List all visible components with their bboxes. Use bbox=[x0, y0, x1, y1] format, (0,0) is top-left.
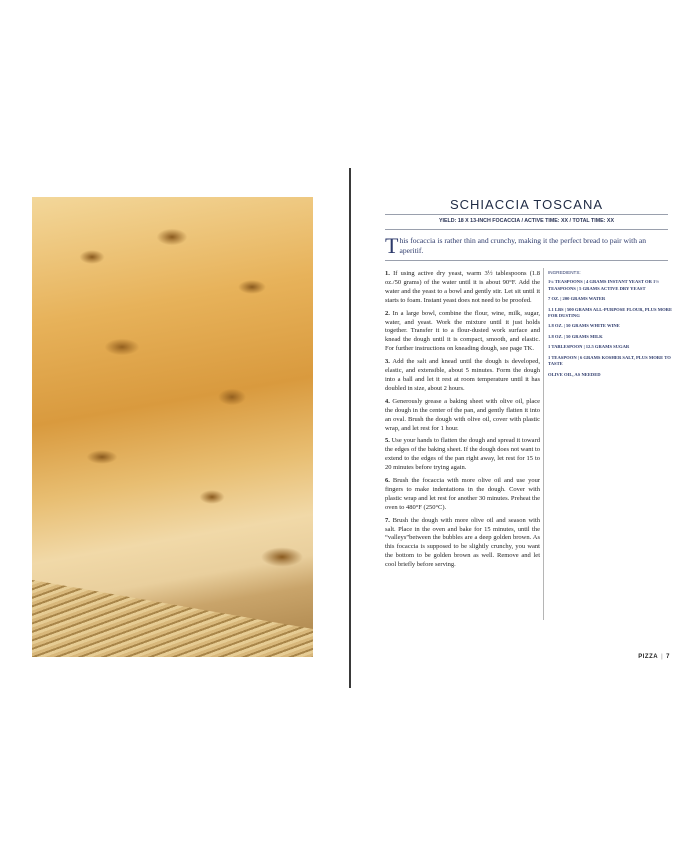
ingredient: 7 OZ. | 200 GRAMS WATER bbox=[548, 296, 606, 302]
section-name: PIZZA bbox=[638, 654, 659, 660]
step: 5. Use your hands to flatten the dough and spread it toward the edges of the baking sheet. If the dough does not want to extend to the edges of the pan right away, let rest for 15 to 20 minutes before trying again. bbox=[385, 437, 540, 472]
intro-text: his focaccia is rather thin and crunchy, making it the perfect bread to pair with an aperitif. bbox=[399, 236, 647, 255]
step: 1. If using active dry yeast, warm 3½ tablespoons (1.8 oz./50 grams) of the water until it is about 90°F. Add the water and the yeast to a bowl and gently stir. Let sit until it starts to foam. Instant yeast does not need to be proofed. bbox=[385, 270, 541, 304]
page-number: 7 bbox=[666, 654, 670, 660]
page-footer bbox=[505, 654, 670, 660]
divider bbox=[385, 260, 668, 261]
ingredient: 1 TEASPOON | 6 GRAMS KOSHER SALT, PLUS MORE TO TASTE bbox=[548, 354, 671, 367]
step: 2. In a large bowl, combine the flour, wine, milk, sugar, water, and yeast. Work the mixture until it just holds together. Transfer it to a flour-dusted work surface and knead the dough until it is compact, smooth, and elastic. For further instructions on kneading dough, see page TK. bbox=[385, 309, 541, 353]
divider bbox=[385, 214, 668, 215]
ingredients-list bbox=[548, 270, 673, 382]
straw-mat bbox=[32, 517, 313, 657]
yield-line: YIELD: 18 X 13-INCH FOCACCIA / ACTIVE TIME: XX / TOTAL TIME: XX bbox=[438, 218, 614, 224]
ingredient: 1¼ TEASPOONS | 4 GRAMS INSTANT YEAST OR 1½ TEASPOONS | 5 GRAMS ACTIVE DRY YEAST bbox=[548, 279, 659, 291]
footer-separator: | bbox=[661, 654, 664, 660]
step: 3. Add the salt and knead until the dough is developed, elastic, and extensible, about 5 minutes. Form the dough into a ball and let it rest at room temperature until it has doubled in size, about 2 hours. bbox=[385, 358, 540, 392]
drop-cap: T bbox=[385, 233, 399, 258]
ingredients-heading: INGREDIENTS: bbox=[548, 270, 581, 275]
recipe-intro bbox=[385, 233, 670, 258]
recipe-title: SCHIACCIA TOSCANA bbox=[449, 197, 604, 212]
ingredient: 1 TABLESPOON | 12.5 GRAMS SUGAR bbox=[548, 344, 630, 350]
step: 4. Generously grease a baking sheet with olive oil, place the dough in the center of the pan, and gently flatten it into an oval. Brush the dough with olive oil, cover with plastic wrap, and let rest for 1 hour. bbox=[385, 397, 541, 432]
ingredient: OLIVE OIL, AS NEEDED bbox=[548, 371, 601, 377]
column-divider bbox=[543, 268, 544, 620]
ingredient: 1.1 LBS | 500 GRAMS ALL-PURPOSE FLOUR, PLUS MORE FOR DUSTING bbox=[548, 306, 673, 318]
ingredient: 1.8 OZ. | 50 GRAMS MILK bbox=[548, 333, 603, 339]
divider bbox=[385, 229, 668, 230]
step: 7. Brush the dough with more olive oil and season with salt. Place in the oven and bake for 15 minutes, until the “valleys”between the bubbles are a deep golden brown. As this focaccia is supposed to be slightly crunchy, you want the bottom to be golden brown as well. Remove and let cool briefly before serving. bbox=[385, 516, 541, 569]
focaccia-photo bbox=[32, 197, 313, 657]
step: 6. Brush the focaccia with more olive oil and use your fingers to make indentations in the dough. Cover with plastic wrap and let rest for another 30 minutes. Preheat the oven to 480°F (250°C). bbox=[385, 477, 540, 511]
book-gutter bbox=[349, 168, 351, 688]
ingredient: 1.8 OZ. | 50 GRAMS WHITE WINE bbox=[548, 323, 620, 329]
steps-list bbox=[385, 270, 540, 574]
